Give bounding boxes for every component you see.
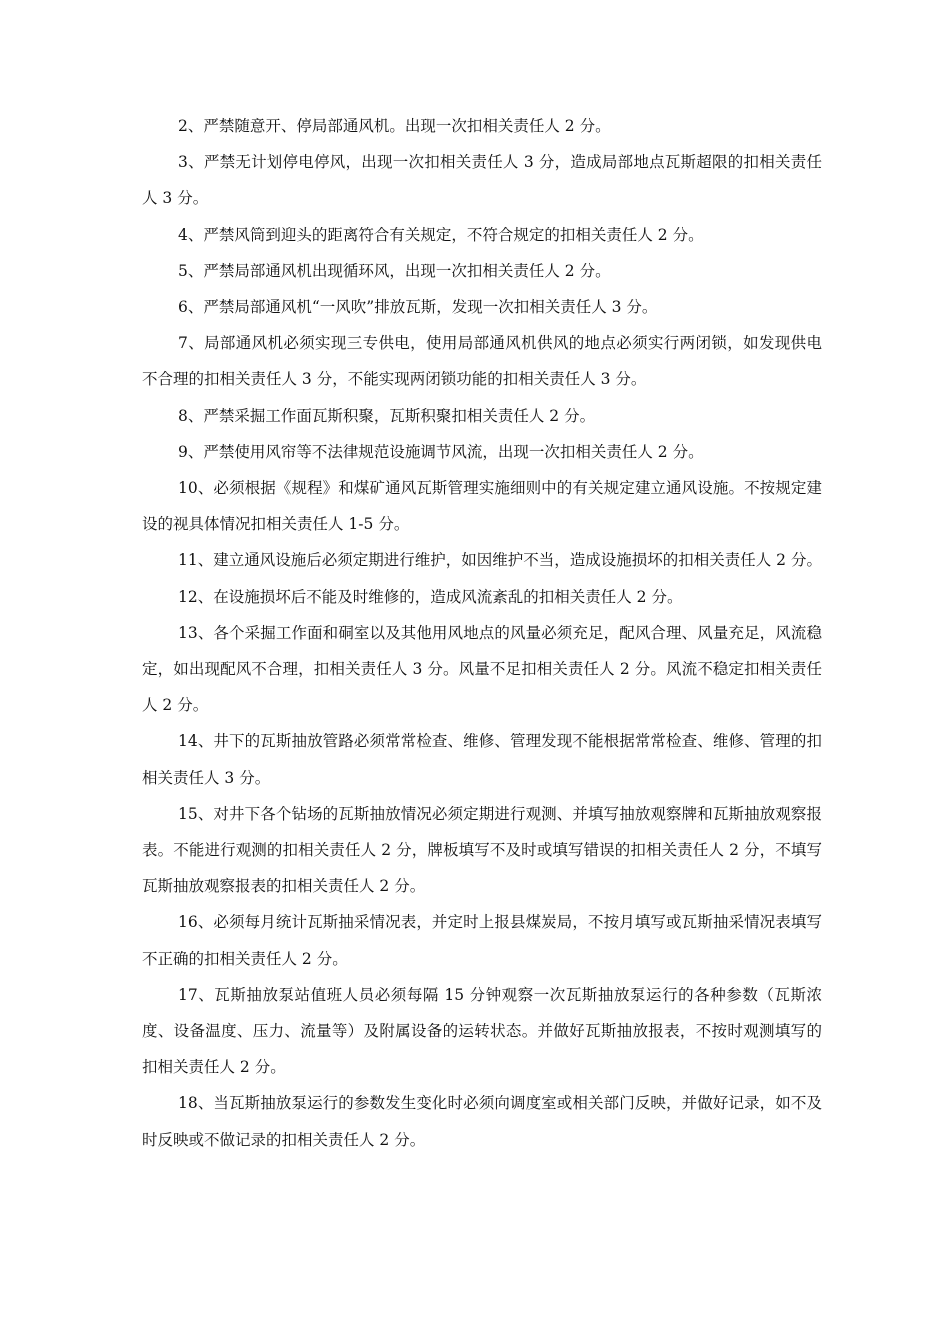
paragraph-item-4: 4、严禁风筒到迎头的距离符合有关规定，不符合规定的扣相关责任人 2 分。: [178, 225, 704, 244]
paragraph-item-3: 3、严禁无计划停电停风，出现一次扣相关责任人 3 分，造成局部地点瓦斯超限的扣相关责任人 3 分。: [142, 153, 822, 208]
paragraph-item-18: 18、当瓦斯抽放泵运行的参数发生变化时必须向调度室或相关部门反映，并做好记录，如不及时反映或不做记录的扣相关责任人 2 分。: [142, 1094, 822, 1149]
paragraph-item-11: 11、建立通风设施后必须定期进行维护，如因维护不当，造成设施损坏的扣相关责任人 2 分。: [178, 551, 822, 570]
paragraph-item-10: 10、必须根据《规程》和煤矿通风瓦斯管理实施细则中的有关规定建立通风设施。不按规定建设的视具体情况扣相关责任人 1-5 分。: [142, 479, 822, 534]
paragraph-item-12: 12、在设施损坏后不能及时维修的，造成风流紊乱的扣相关责任人 2 分。: [178, 587, 683, 606]
paragraph-item-8: 8、严禁采掘工作面瓦斯积聚，瓦斯积聚扣相关责任人 2 分。: [178, 406, 596, 425]
paragraph-item-17: 17、瓦斯抽放泵站值班人员必须每隔 15 分钟观察一次瓦斯抽放泵运行的各种参数（瓦斯浓度、设备温度、压力、流量等）及附属设备的运转状态。并做好瓦斯抽放报表，不按时观测填写的扣相关责任人 2 分。: [142, 985, 822, 1077]
paragraph-item-6: 6、严禁局部通风机“一风吹”排放瓦斯，发现一次扣相关责任人 3 分。: [178, 298, 658, 317]
paragraph-item-13: 13、各个采掘工作面和硐室以及其他用风地点的风量必须充足，配风合理、风量充足，风流稳定，如出现配风不合理，扣相关责任人 3 分。风量不足扣相关责任人 2 分。风流不稳定扣相关责任人 2 分。: [142, 623, 822, 715]
paragraph-item-16: 16、必须每月统计瓦斯抽采情况表，并定时上报县煤炭局，不按月填写或瓦斯抽采情况表填写不正确的扣相关责任人 2 分。: [142, 913, 822, 968]
paragraph-item-14: 14、井下的瓦斯抽放管路必须常常检查、维修、管理发现不能根据常常检查、维修、管理的扣相关责任人 3 分。: [142, 732, 822, 787]
paragraph-item-2: 2、严禁随意开、停局部通风机。出现一次扣相关责任人 2 分。: [178, 117, 611, 135]
paragraph-item-15: 15、对井下各个钻场的瓦斯抽放情况必须定期进行观测、并填写抽放观察牌和瓦斯抽放观察报表。不能进行观测的扣相关责任人 2 分，牌板填写不及时或填写错误的扣相关责任人 2 分，不填写瓦斯抽放观察报表的扣相关责任人 2 分。: [142, 804, 822, 896]
document-body: [142, 108, 822, 1158]
paragraph-item-5: 5、严禁局部通风机出现循环风，出现一次扣相关责任人 2 分。: [178, 261, 611, 280]
paragraph-item-9: 9、严禁使用风帘等不法律规范设施调节风流，出现一次扣相关责任人 2 分。: [178, 442, 704, 461]
paragraph-item-7: 7、局部通风机必须实现三专供电，使用局部通风机供风的地点必须实行两闭锁，如发现供电不合理的扣相关责任人 3 分，不能实现两闭锁功能的扣相关责任人 3 分。: [142, 334, 822, 389]
